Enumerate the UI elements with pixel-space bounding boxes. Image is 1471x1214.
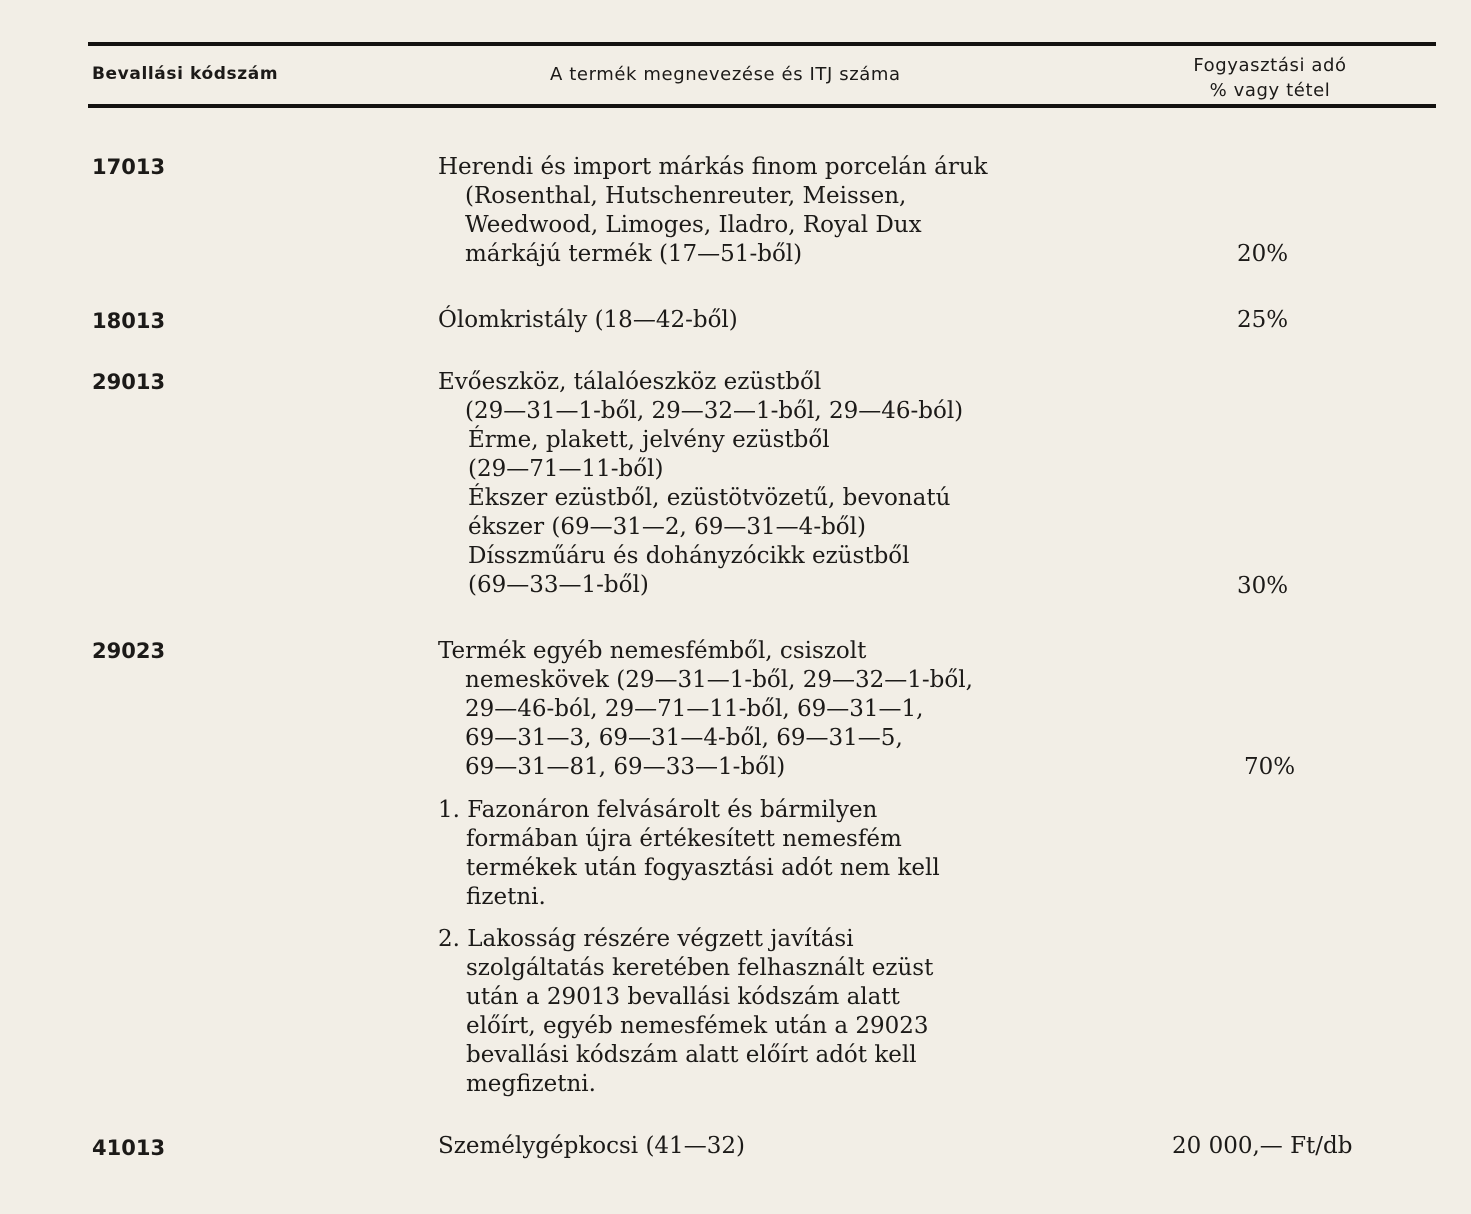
row-text-line: 69—31—3, 69—31—4-ből, 69—31—5, (465, 725, 903, 751)
row-code: 17013 (92, 155, 166, 179)
header-bottom-rule (88, 104, 1436, 108)
row-text-line: Személygépkocsi (41—32) (438, 1133, 745, 1159)
note-line: fizetni. (466, 884, 546, 910)
note-line: termékek után fogyasztási adót nem kell (466, 855, 940, 881)
row-code: 41013 (92, 1136, 166, 1160)
row-text-line: Termék egyéb nemesfémből, csiszolt (438, 638, 867, 664)
column-header-name: A termék megnevezése és ITJ száma (550, 64, 901, 85)
row-rate: 25% (1237, 307, 1289, 333)
row-code: 29023 (92, 639, 166, 663)
note-line: után a 29013 bevallási kódszám alatt (466, 984, 900, 1010)
note-line: bevallási kódszám alatt előírt adót kell (466, 1042, 917, 1068)
row-rate: 20% (1237, 241, 1289, 267)
row-text-line: Ólomkristály (18—42-ből) (438, 307, 738, 333)
row-text-line: (69—33—1-ből) (468, 572, 649, 598)
row-text-line: (Rosenthal, Hutschenreuter, Meissen, (465, 183, 907, 209)
row-text-line: Weedwood, Limoges, Iladro, Royal Dux (465, 212, 922, 238)
row-rate: 20 000,— Ft/db (1172, 1133, 1353, 1159)
row-text-line: (29—31—1-ből, 29—32—1-ből, 29—46-ból) (465, 398, 964, 424)
note-line: 2. Lakosság részére végzett javítási (438, 926, 854, 952)
row-code: 29013 (92, 370, 166, 394)
row-text-line: Evőeszköz, tálalóeszköz ezüstből (438, 369, 822, 395)
header-top-rule (88, 42, 1436, 46)
column-header-tax-line2: % vagy tétel (1209, 80, 1331, 101)
row-rate: 70% (1244, 754, 1296, 780)
row-text-line: 69—31—81, 69—33—1-ből) (465, 754, 786, 780)
row-text-line: Dísszműáru és dohányzócikk ezüstből (468, 543, 910, 569)
column-header-code: Bevallási kódszám (92, 64, 279, 84)
note-line: előírt, egyéb nemesfémek után a 29023 (466, 1013, 929, 1039)
column-header-tax-line1: Fogyasztási adó (1193, 55, 1347, 76)
row-text-line: Érme, plakett, jelvény ezüstből (468, 427, 830, 453)
row-text-line: (29—71—11-ből) (468, 456, 664, 482)
row-code: 18013 (92, 309, 166, 333)
row-rate: 30% (1237, 573, 1289, 599)
row-text-line: 29—46-ból, 29—71—11-ből, 69—31—1, (465, 696, 924, 722)
row-text-line: nemeskövek (29—31—1-ből, 29—32—1-ből, (465, 667, 973, 693)
note-line: 1. Fazonáron felvásárolt és bármilyen (438, 797, 878, 823)
column-header-tax (1170, 53, 1370, 103)
row-text-line: márkájú termék (17—51-ből) (465, 241, 803, 267)
note-line: formában újra értékesített nemesfém (466, 826, 902, 852)
note-line: megfizetni. (466, 1071, 596, 1097)
note-line: szolgáltatás keretében felhasznált ezüst (466, 955, 934, 981)
row-text-line: ékszer (69—31—2, 69—31—4-ből) (468, 514, 866, 540)
row-text-line: Herendi és import márkás finom porcelán áruk (438, 154, 988, 180)
row-text-line: Ékszer ezüstből, ezüstötvözetű, bevonatú (468, 485, 951, 511)
